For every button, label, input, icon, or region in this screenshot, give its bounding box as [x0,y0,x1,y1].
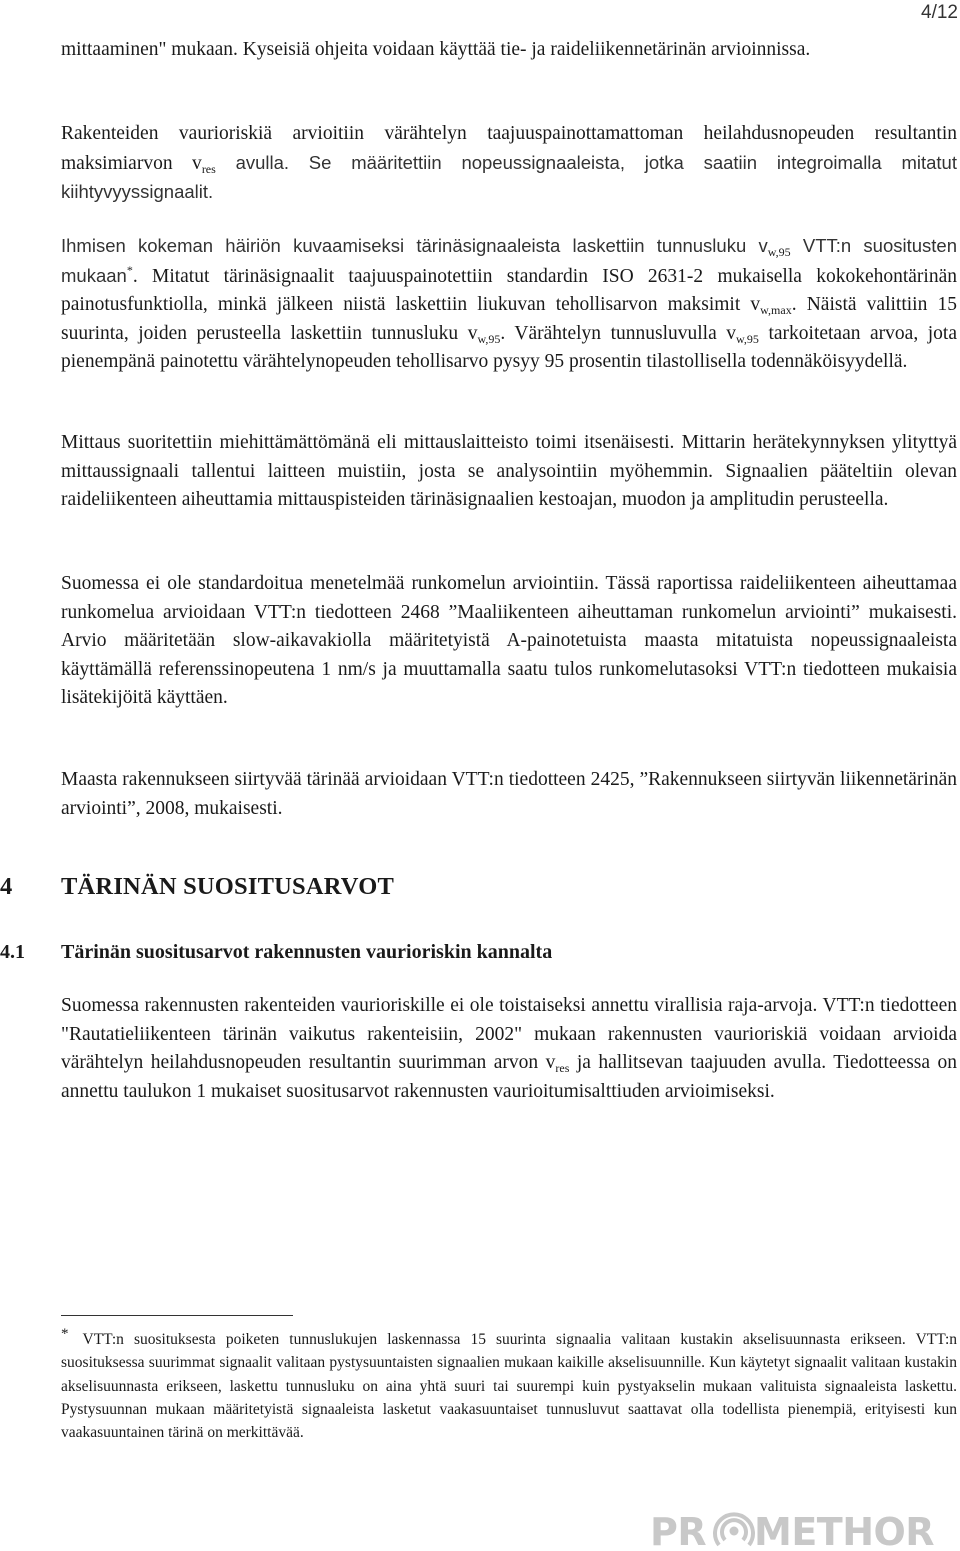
paragraph-text: avulla. Se määritettiin nopeussignaaleista, jotka saatiin integroimalla mitatut kiihtyvyyssignaalit. [61,151,957,202]
paragraph-transmission [61,766,957,823]
footnote [61,1328,957,1444]
logo-text-left: PR [650,1510,707,1549]
page-number: 4/12 [921,2,958,23]
paragraph-damage-risk [61,120,957,208]
subsection-heading [0,941,552,964]
footnote-separator [61,1315,293,1316]
paragraph-text: . Näistä valittiin 15 suurinta, joiden perusteella laskettiin tunnusluku v [61,294,957,344]
paragraph-text: ja hallitsevan taajuuden avulla. Tiedotteessa on annettu taulukon 1 mukaiset suositusarvot rakennusten vaurioitumisalttiuden arvioimiseksi. [61,1052,957,1102]
subscript: w,95 [477,331,501,346]
paragraph-intro [61,36,957,65]
footnote-text: VTT:n suosituksesta poiketen tunnuslukujen laskennassa 15 suurinta signaalia valitaan kustakin akselisuunnasta erikseen. VTT:n suosituksessa suurimmat signaalit valitaan pystysuuntaisten signaalien mukaan kaikille akselisuunnille. Kun käytetyt signaalit valitaan kustakin akselisuunnasta erikseen, laskettu tunnusluku on aina yhtä suuri tai suurempi kuin pystyakselin mukaan valituista signaaleista laskettu. Pystysuunnan mukaan määritetyistä signaaleista lasketut vaakasuuntaiset tunnusluvut saattavat olla todellista pienempiä, erityisesti kun vaakasuuntainen tärinä on merkittävää. [61,1331,957,1442]
subscript: res [201,161,216,176]
subsection-number: 4.1 [0,941,25,963]
section-heading [0,873,394,901]
paragraph-text: . Mitatut tärinäsignaalit taajuuspainotettiin standardin ISO 2631-2 mukaisella kokokehontärinän painotusfunktiolla, minkä jälkeen niistä laskettiin liukuvan tehollisarvon maksimit v [61,265,957,315]
paragraph-text: Mittaus suoritettiin miehittämättömänä eli mittauslaitteisto toimi itsenäisesti. Mittarin herätekynnyksen ylityttyä mittaussignaali tallentui laitteen muistiin, josta se analysointiin myöhemmin. Signaalien pääteltiin olevan raideliikenteen aiheuttamia mittauspisteiden tärinäsignaalien kestoajan, muodon ja amplitudin perusteella. [61,432,957,510]
footnote-reference: * [126,262,133,277]
paragraph-disturbance [61,232,957,377]
subscript: w,max [760,303,792,317]
paragraph-text: Maasta rakennukseen siirtyvää tärinää arvioidaan VTT:n tiedotteen 2425, ”Rakennukseen siirtyvän liikennetärinän arviointi”, 2008, mukaisesti. [61,769,957,819]
promethor-logo [650,1509,958,1549]
paragraph-text: Suomessa rakennusten rakenteiden vaurioriskille ei ole toistaiseksi annettu virallisia raja-arvoja. VTT:n tiedotteen "Rautatieliikenteen tärinän vaikutus rakenteisiin, 2002" mukaan rakennusten vaurioriskiä voidaan arvioida värähtelyn heilahdusnopeuden resultantin suurimman arvon v [61,995,957,1073]
logo-text-right: METHOR [754,1510,935,1549]
paragraph-text: VTT:n suositusten mukaan [61,235,957,286]
subscript: w,95 [767,245,791,259]
subscript: w,95 [736,331,759,346]
paragraph-text: Rakenteiden vaurioriskiä arvioitiin värähtelyn taajuuspainottamattoman heilahdusnopeuden resultantin maksimiarvon v [61,123,957,174]
paragraph-text: tarkoitetaan arvoa, jota pienempänä painotettu värähtelynopeuden tehollisarvo pysyy 95 prosentin tilastollisella todennäköisyydellä. [61,322,957,372]
paragraph-measurement [61,429,957,515]
paragraph-text: . Värähtelyn tunnusluvulla v [500,322,737,344]
paragraph-ground-borne-noise [61,570,957,713]
subsection-title: Tärinän suositusarvot rakennusten vaurioriskin kannalta [61,941,553,963]
logo-signal-icon [715,1514,753,1545]
subscript: res [555,1061,570,1075]
paragraph-text: Suomessa ei ole standardoitua menetelmää runkomelun arviointiin. Tässä raportissa raideliikenteen aiheuttamaa runkomelua arvioidaan VTT:n tiedotteen 2468 ”Maaliikenteen aiheuttaman runkomelun arviointi” mukaisesti. Arvio määritetään slow-aikavakiolla määritetyistä A-painotetuista maasta mitatuista nopeussignaaleista käyttämällä referenssinopeutena 1 nm/s ja muuttamalla saatu tulos runkomelutasoksi VTT:n tiedotteen mukaisia lisätekijöitä käyttäen. [61,573,957,708]
section-number: 4 [0,873,13,900]
paragraph-text: Ihmisen kokeman häiriön kuvaamiseksi tärinäsignaaleista laskettiin tunnusluku v [61,235,768,256]
footnote-mark: * [61,1326,69,1342]
section-title: TÄRINÄN SUOSITUSARVOT [61,873,394,900]
paragraph-recommendations [61,992,957,1106]
paragraph-text: mittaaminen" mukaan. Kyseisiä ohjeita voidaan käyttää tie- ja raideliikennetärinän arvioinnissa. [61,39,811,60]
